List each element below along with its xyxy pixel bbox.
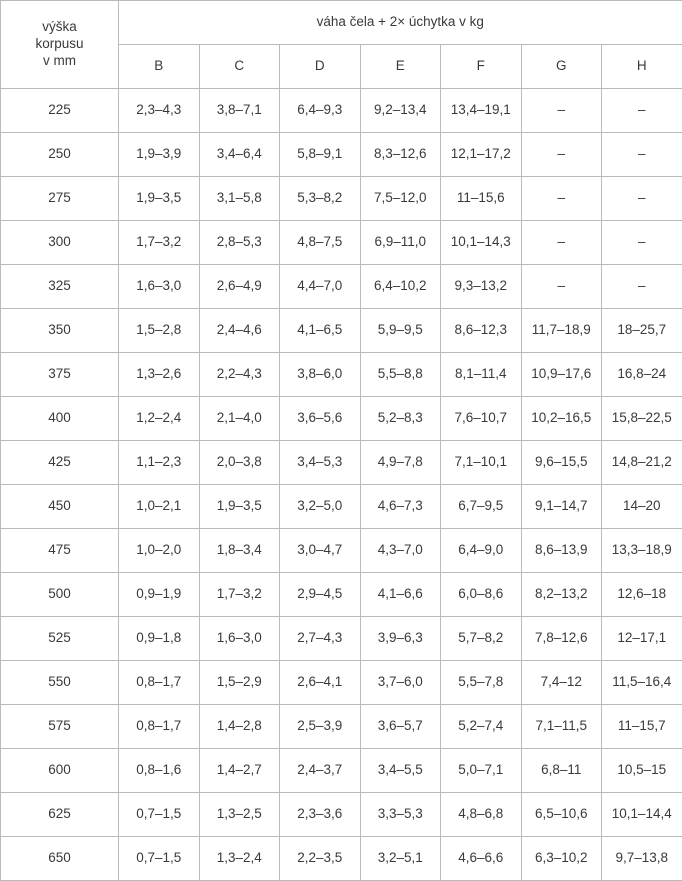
cell-h: – (602, 265, 682, 309)
cell-h: 14–20 (602, 485, 682, 529)
cell-b: 0,9–1,9 (119, 573, 200, 617)
cell-f: 13,4–19,1 (441, 89, 522, 133)
table-row (1, 177, 682, 221)
cell-g: 7,1–11,5 (521, 705, 602, 749)
cell-c: 2,8–5,3 (199, 221, 280, 265)
cell-d: 5,3–8,2 (280, 177, 361, 221)
row-height: 250 (1, 133, 119, 177)
row-height: 650 (1, 837, 119, 881)
cell-e: 4,3–7,0 (360, 529, 441, 573)
cell-h: 14,8–21,2 (602, 441, 682, 485)
cell-c: 1,4–2,7 (199, 749, 280, 793)
row-height: 275 (1, 177, 119, 221)
table-row (1, 133, 682, 177)
cell-h: – (602, 177, 682, 221)
row-height: 300 (1, 221, 119, 265)
cell-g: 7,4–12 (521, 661, 602, 705)
table-body (1, 89, 682, 881)
cell-b: 1,9–3,5 (119, 177, 200, 221)
row-height: 600 (1, 749, 119, 793)
table-head (1, 1, 682, 89)
cell-b: 0,8–1,6 (119, 749, 200, 793)
cell-d: 3,2–5,0 (280, 485, 361, 529)
cell-h: – (602, 133, 682, 177)
cell-g: 10,9–17,6 (521, 353, 602, 397)
cell-g: 7,8–12,6 (521, 617, 602, 661)
cell-g: – (521, 89, 602, 133)
column-header-d: D (280, 45, 361, 89)
cell-b: 1,5–2,8 (119, 309, 200, 353)
table-row (1, 793, 682, 837)
cell-h: – (602, 89, 682, 133)
cell-d: 2,3–3,6 (280, 793, 361, 837)
cell-d: 2,5–3,9 (280, 705, 361, 749)
table-row (1, 837, 682, 881)
cell-c: 2,0–3,8 (199, 441, 280, 485)
cell-h: 10,5–15 (602, 749, 682, 793)
cell-c: 1,3–2,4 (199, 837, 280, 881)
cell-c: 1,4–2,8 (199, 705, 280, 749)
cell-d: 2,6–4,1 (280, 661, 361, 705)
cell-g: 9,6–15,5 (521, 441, 602, 485)
cell-b: 0,8–1,7 (119, 705, 200, 749)
table-row (1, 265, 682, 309)
cell-g: 6,3–10,2 (521, 837, 602, 881)
cell-e: 5,5–8,8 (360, 353, 441, 397)
table-row (1, 573, 682, 617)
table-row (1, 529, 682, 573)
cell-h: 10,1–14,4 (602, 793, 682, 837)
cell-b: 1,3–2,6 (119, 353, 200, 397)
cell-f: 5,2–7,4 (441, 705, 522, 749)
cell-d: 2,7–4,3 (280, 617, 361, 661)
cell-b: 2,3–4,3 (119, 89, 200, 133)
cell-e: 5,9–9,5 (360, 309, 441, 353)
cell-h: 12,6–18 (602, 573, 682, 617)
header-row-top (1, 1, 682, 45)
cell-h: 11,5–16,4 (602, 661, 682, 705)
cell-g: – (521, 221, 602, 265)
cell-h: 13,3–18,9 (602, 529, 682, 573)
cell-f: 10,1–14,3 (441, 221, 522, 265)
cell-d: 4,1–6,5 (280, 309, 361, 353)
row-height: 625 (1, 793, 119, 837)
cell-d: 4,8–7,5 (280, 221, 361, 265)
cell-f: 11–15,6 (441, 177, 522, 221)
row-height: 525 (1, 617, 119, 661)
cell-f: 6,0–8,6 (441, 573, 522, 617)
column-header-c: C (199, 45, 280, 89)
cell-b: 0,7–1,5 (119, 837, 200, 881)
cell-c: 2,6–4,9 (199, 265, 280, 309)
cell-e: 3,9–6,3 (360, 617, 441, 661)
cell-b: 1,0–2,1 (119, 485, 200, 529)
cell-h: 18–25,7 (602, 309, 682, 353)
cell-e: 3,4–5,5 (360, 749, 441, 793)
table-row (1, 221, 682, 265)
cell-g: 6,8–11 (521, 749, 602, 793)
cell-f: 5,7–8,2 (441, 617, 522, 661)
row-height: 550 (1, 661, 119, 705)
cell-c: 3,4–6,4 (199, 133, 280, 177)
cell-h: 9,7–13,8 (602, 837, 682, 881)
cell-g: – (521, 177, 602, 221)
row-height: 375 (1, 353, 119, 397)
row-height: 350 (1, 309, 119, 353)
cell-b: 0,7–1,5 (119, 793, 200, 837)
header-height-line-2: korpusu (1, 36, 118, 53)
cell-h: 12–17,1 (602, 617, 682, 661)
row-height: 575 (1, 705, 119, 749)
cell-f: 7,1–10,1 (441, 441, 522, 485)
cell-e: 7,5–12,0 (360, 177, 441, 221)
cell-g: 11,7–18,9 (521, 309, 602, 353)
cell-f: 8,1–11,4 (441, 353, 522, 397)
cell-e: 3,6–5,7 (360, 705, 441, 749)
row-height: 425 (1, 441, 119, 485)
table-row (1, 705, 682, 749)
cell-d: 6,4–9,3 (280, 89, 361, 133)
cell-e: 4,1–6,6 (360, 573, 441, 617)
cell-e: 8,3–12,6 (360, 133, 441, 177)
cell-d: 3,0–4,7 (280, 529, 361, 573)
table-row (1, 749, 682, 793)
cell-f: 7,6–10,7 (441, 397, 522, 441)
cell-f: 6,7–9,5 (441, 485, 522, 529)
cell-c: 1,3–2,5 (199, 793, 280, 837)
cell-e: 3,7–6,0 (360, 661, 441, 705)
cell-d: 3,4–5,3 (280, 441, 361, 485)
header-height-line-1: výška (1, 19, 118, 36)
cell-e: 6,9–11,0 (360, 221, 441, 265)
cell-c: 2,1–4,0 (199, 397, 280, 441)
header-weight-span: váha čela + 2× úchytka v kg (119, 1, 682, 45)
cell-f: 4,8–6,8 (441, 793, 522, 837)
cell-e: 4,6–7,3 (360, 485, 441, 529)
cell-d: 5,8–9,1 (280, 133, 361, 177)
cell-g: 8,6–13,9 (521, 529, 602, 573)
cell-d: 2,4–3,7 (280, 749, 361, 793)
cell-d: 3,8–6,0 (280, 353, 361, 397)
table-row (1, 397, 682, 441)
cell-b: 1,7–3,2 (119, 221, 200, 265)
cell-f: 8,6–12,3 (441, 309, 522, 353)
cell-f: 9,3–13,2 (441, 265, 522, 309)
cell-d: 2,9–4,5 (280, 573, 361, 617)
cell-d: 2,2–3,5 (280, 837, 361, 881)
cell-c: 3,8–7,1 (199, 89, 280, 133)
cell-b: 1,6–3,0 (119, 265, 200, 309)
table-row (1, 353, 682, 397)
cell-b: 1,1–2,3 (119, 441, 200, 485)
table-row (1, 441, 682, 485)
header-height-cell (1, 1, 119, 89)
cell-h: – (602, 221, 682, 265)
cell-g: – (521, 133, 602, 177)
cell-c: 1,9–3,5 (199, 485, 280, 529)
cell-g: 10,2–16,5 (521, 397, 602, 441)
cell-h: 16,8–24 (602, 353, 682, 397)
row-height: 325 (1, 265, 119, 309)
header-height-line-3: v mm (1, 53, 118, 70)
table-row (1, 617, 682, 661)
column-header-e: E (360, 45, 441, 89)
cell-f: 5,0–7,1 (441, 749, 522, 793)
cell-f: 12,1–17,2 (441, 133, 522, 177)
cell-f: 5,5–7,8 (441, 661, 522, 705)
cell-e: 4,9–7,8 (360, 441, 441, 485)
cell-h: 11–15,7 (602, 705, 682, 749)
cell-b: 1,0–2,0 (119, 529, 200, 573)
cell-f: 6,4–9,0 (441, 529, 522, 573)
cell-g: – (521, 265, 602, 309)
cell-c: 2,4–4,6 (199, 309, 280, 353)
column-header-f: F (441, 45, 522, 89)
cell-e: 5,2–8,3 (360, 397, 441, 441)
cell-g: 8,2–13,2 (521, 573, 602, 617)
column-header-g: G (521, 45, 602, 89)
cell-g: 6,5–10,6 (521, 793, 602, 837)
row-height: 450 (1, 485, 119, 529)
cell-g: 9,1–14,7 (521, 485, 602, 529)
table-row (1, 485, 682, 529)
cell-e: 9,2–13,4 (360, 89, 441, 133)
column-header-b: B (119, 45, 200, 89)
cell-b: 0,9–1,8 (119, 617, 200, 661)
row-height: 475 (1, 529, 119, 573)
cell-e: 6,4–10,2 (360, 265, 441, 309)
cell-b: 1,9–3,9 (119, 133, 200, 177)
cell-c: 1,8–3,4 (199, 529, 280, 573)
cell-h: 15,8–22,5 (602, 397, 682, 441)
cell-b: 0,8–1,7 (119, 661, 200, 705)
cell-e: 3,3–5,3 (360, 793, 441, 837)
cell-c: 1,5–2,9 (199, 661, 280, 705)
cell-f: 4,6–6,6 (441, 837, 522, 881)
row-height: 400 (1, 397, 119, 441)
table-row (1, 309, 682, 353)
row-height: 225 (1, 89, 119, 133)
table-row (1, 661, 682, 705)
cell-e: 3,2–5,1 (360, 837, 441, 881)
cell-d: 4,4–7,0 (280, 265, 361, 309)
cell-d: 3,6–5,6 (280, 397, 361, 441)
table-row (1, 89, 682, 133)
cell-c: 1,7–3,2 (199, 573, 280, 617)
row-height: 500 (1, 573, 119, 617)
cell-b: 1,2–2,4 (119, 397, 200, 441)
cell-c: 1,6–3,0 (199, 617, 280, 661)
cell-c: 3,1–5,8 (199, 177, 280, 221)
cell-c: 2,2–4,3 (199, 353, 280, 397)
column-header-h: H (602, 45, 682, 89)
